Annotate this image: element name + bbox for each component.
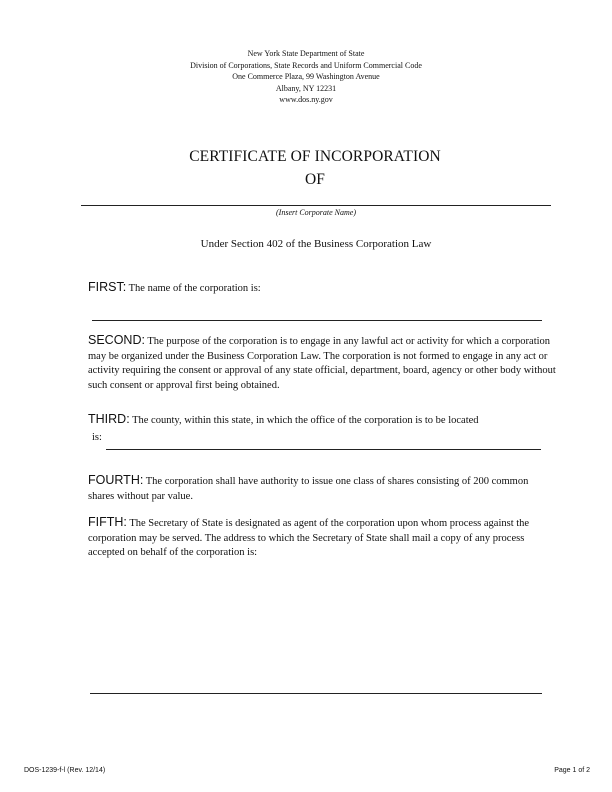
- first-label: FIRST:: [88, 280, 127, 294]
- header-line-division: Division of Corporations, State Records and Uniform Commercial Code: [190, 60, 422, 70]
- header-line-website: www.dos.ny.gov: [279, 95, 333, 104]
- article-third: [88, 412, 558, 429]
- page-number: Page 1 of 2: [554, 767, 590, 774]
- article-fifth: [88, 515, 553, 561]
- article-fourth: [88, 473, 543, 504]
- county-line: [106, 449, 541, 450]
- second-label: SECOND:: [88, 333, 145, 347]
- county-field[interactable]: [106, 433, 541, 448]
- corporate-name-field[interactable]: [81, 188, 551, 204]
- document-title-of: OF: [304, 171, 325, 188]
- process-address-field[interactable]: [90, 565, 542, 690]
- third-label: THIRD:: [88, 412, 130, 426]
- first-text: The name of the corporation is:: [128, 283, 261, 294]
- document-title: CERTIFICATE OF INCORPORATION: [189, 148, 441, 165]
- fifth-label: FIFTH:: [88, 515, 127, 529]
- form-id: DOS-1239-f-l (Rev. 12/14): [24, 767, 106, 774]
- second-text: The purpose of the corporation is to engage in any lawful act or activity for which a corporation may be organized under the Business Corporation Law. The corporation is not formed to engage in any act or activity requiring the consent or approval of any state official, department, board, agency or other body without such consent or approval first being obtained.: [88, 336, 556, 391]
- third-is-label: is:: [92, 432, 102, 443]
- fourth-text: The corporation shall have authority to issue one class of shares consisting of 200 common shares without par value.: [88, 476, 529, 502]
- article-first: [88, 280, 563, 297]
- corporate-name-line: [81, 205, 551, 206]
- header-line-city: Albany, NY 12231: [275, 83, 337, 93]
- article-second: [88, 333, 563, 393]
- fourth-label: FOURTH:: [88, 473, 144, 487]
- process-address-line: [90, 693, 542, 694]
- agency-header: [0, 48, 612, 106]
- fifth-text: The Secretary of State is designated as agent of the corporation upon whom process against the corporation may be served. The address to which the Secretary of State shall mail a copy of any process accepted on behalf of the corporation is:: [88, 518, 530, 558]
- corporation-name-field[interactable]: [92, 304, 542, 319]
- header-line-department: New York State Department of State: [247, 49, 365, 58]
- third-text: The county, within this state, in which the office of the corporation is to be located: [132, 415, 479, 426]
- header-line-street: One Commerce Plaza, 99 Washington Avenue: [232, 72, 380, 81]
- corporation-name-line: [92, 320, 542, 321]
- statute-reference: Under Section 402 of the Business Corporation Law: [200, 238, 432, 250]
- corporate-name-label: (Insert Corporate Name): [276, 208, 356, 217]
